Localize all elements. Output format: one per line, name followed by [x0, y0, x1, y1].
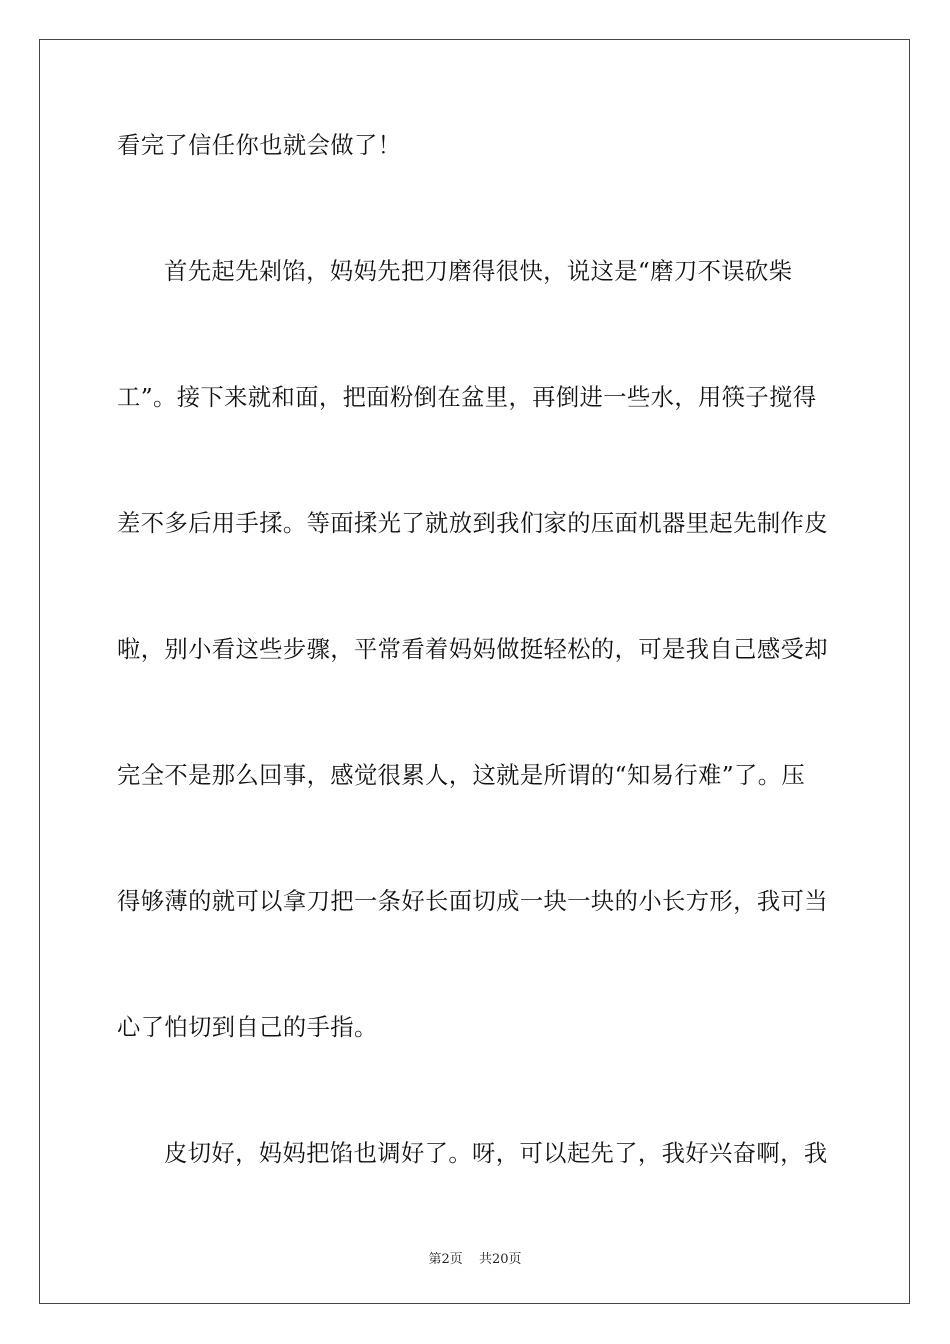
page-total: 共20页 [478, 1252, 522, 1267]
text-line: 心了怕切到自己的手指。 [117, 1014, 378, 1041]
text-line: 完全不是那么回事，感觉很累人，这就是所谓的“知易行难”了。压 [117, 762, 806, 789]
text-line: 差不多后用手揉。等面揉光了就放到我们家的压面机器里起先制作皮 [117, 510, 828, 537]
text-line: 看完了信任你也就会做了！ [117, 132, 402, 159]
page-number: 第2页 [428, 1252, 463, 1267]
document-body [117, 126, 837, 1260]
text-line: 啦，别小看这些步骤，平常看着妈妈做挺轻松的，可是我自己感受却 [117, 636, 828, 663]
page-footer [0, 1248, 950, 1267]
paragraph-start-line: 皮切好，妈妈把馅也调好了。呀，可以起先了，我好兴奋啊，我 [164, 1140, 828, 1167]
paragraph-start-line: 首先起先剁馅，妈妈先把刀磨得很快，说这是“磨刀不误砍柴 [164, 258, 793, 285]
text-line: 得够薄的就可以拿刀把一条好长面切成一块一块的小长方形，我可当 [117, 888, 828, 915]
text-line: 工”。接下来就和面，把面粉倒在盆里，再倒进一些水，用筷子搅得 [117, 384, 817, 411]
